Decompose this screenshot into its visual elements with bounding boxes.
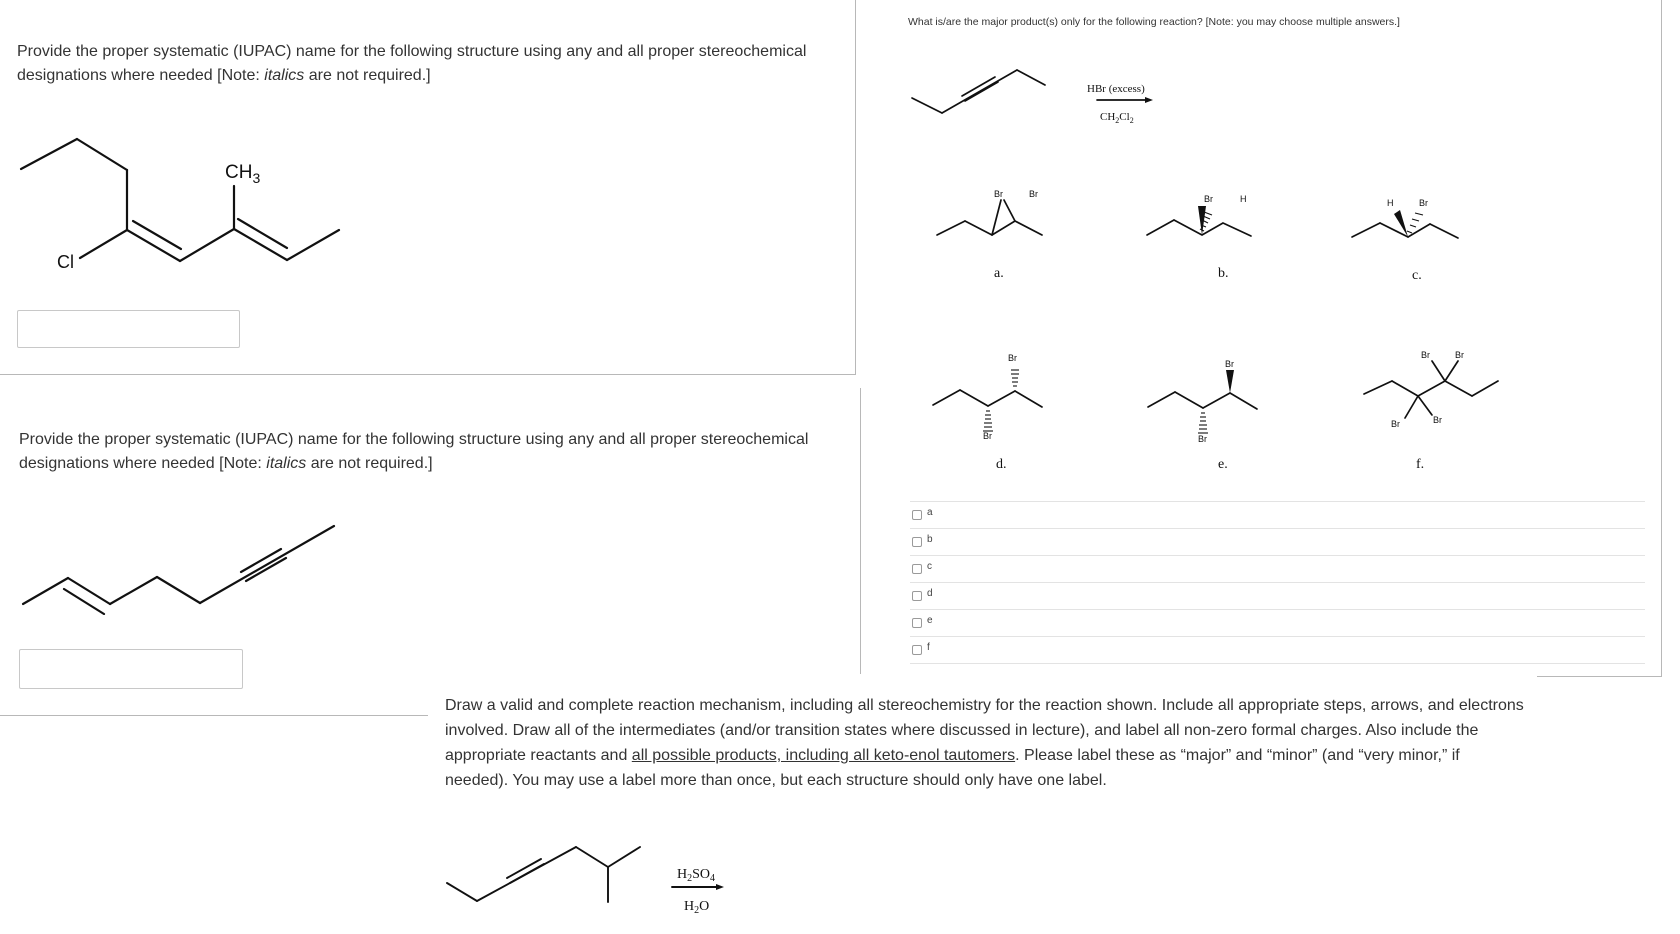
q4-reaction (430, 830, 750, 925)
q2-right-divider (860, 388, 861, 674)
option-b-checkbox[interactable] (912, 537, 922, 547)
svg-text:H: H (1240, 194, 1247, 204)
product-a-label: a. (994, 266, 1004, 281)
q1-prompt: Provide the proper systematic (IUPAC) name for the following structure using any and all proper stereochemical designations where needed [Note: italics are not required.] (17, 43, 807, 84)
hbr-reagent-label: HBr (excess) (1087, 83, 1145, 95)
svg-text:Br: Br (1391, 419, 1400, 429)
q2-prompt: Provide the proper systematic (IUPAC) name for the following structure using any and all proper stereochemical designations where needed [Note: italics are not required.] (19, 431, 809, 472)
ch2cl2-reagent-label: $CH_2Cl_2$ (1100, 111, 1134, 125)
option-c-checkbox[interactable] (912, 564, 922, 574)
methyl-label: $CH_3$ (225, 162, 261, 186)
svg-text:Br: Br (1225, 359, 1234, 369)
q1-right-divider (855, 0, 856, 375)
product-d-label: d. (996, 457, 1007, 472)
svg-text:Br: Br (1008, 353, 1017, 363)
svg-text:Br: Br (1419, 198, 1428, 208)
product-b-label: b. (1218, 266, 1229, 281)
svg-text:Br: Br (1204, 194, 1213, 204)
option-d[interactable]: d (910, 582, 1645, 609)
q1-bottom-divider (0, 374, 856, 375)
option-a-checkbox[interactable] (912, 510, 922, 520)
q4-underlined-text: all possible products, including all keto-enol tautomers (631, 747, 1016, 764)
q3-right-divider (1661, 0, 1662, 677)
q2-structure (0, 515, 360, 615)
option-e-checkbox[interactable] (912, 618, 922, 628)
svg-text:Br: Br (994, 189, 1003, 199)
q4-prompt: Draw a valid and complete reaction mechanism, including all stereochemistry for the reaction shown. Include all appropriate steps, arrows, and electrons involved. Draw all of the intermediates (and/or transition states where discussed in lecture), and label all non-zero formal charges. Also include the appropriate reactants and all possible products, including all keto-enol tautomers. Please label these as “major” and “minor” (and “very minor,” if needed). You may use a label more than once, but each structure should only have one label. (445, 697, 1524, 789)
option-b[interactable]: b (910, 528, 1645, 555)
option-f[interactable]: f (910, 636, 1645, 664)
q1-answer-input[interactable] (17, 310, 240, 348)
product-f-label: f. (1416, 457, 1425, 472)
svg-text:Br: Br (983, 431, 992, 441)
q3-bottom-divider (1537, 676, 1662, 677)
option-c[interactable]: c (910, 555, 1645, 582)
option-e[interactable]: e (910, 609, 1645, 636)
q3-prompt: What is/are the major product(s) only for the following reaction? [Note: you may choose multiple answers.] (908, 16, 1400, 28)
option-f-checkbox[interactable] (912, 645, 922, 655)
chloro-label: Cl (57, 252, 74, 272)
h2o-label: $H_2O$ (684, 899, 710, 916)
option-d-checkbox[interactable] (912, 591, 922, 601)
q2-answer-input[interactable] (19, 649, 243, 689)
h2so4-label: $H_2SO_4$ (677, 867, 716, 884)
svg-text:Br: Br (1421, 350, 1430, 360)
svg-text:Br: Br (1433, 415, 1442, 425)
q3-reaction (900, 55, 1660, 485)
option-a[interactable]: a (910, 501, 1645, 528)
product-e-label: e. (1218, 457, 1228, 472)
q2-bottom-divider (0, 715, 428, 716)
svg-text:Br: Br (1029, 189, 1038, 199)
product-c-label: c. (1412, 268, 1422, 283)
svg-text:Br: Br (1198, 434, 1207, 444)
svg-text:Br: Br (1455, 350, 1464, 360)
q1-structure (0, 120, 360, 280)
svg-text:H: H (1387, 198, 1394, 208)
